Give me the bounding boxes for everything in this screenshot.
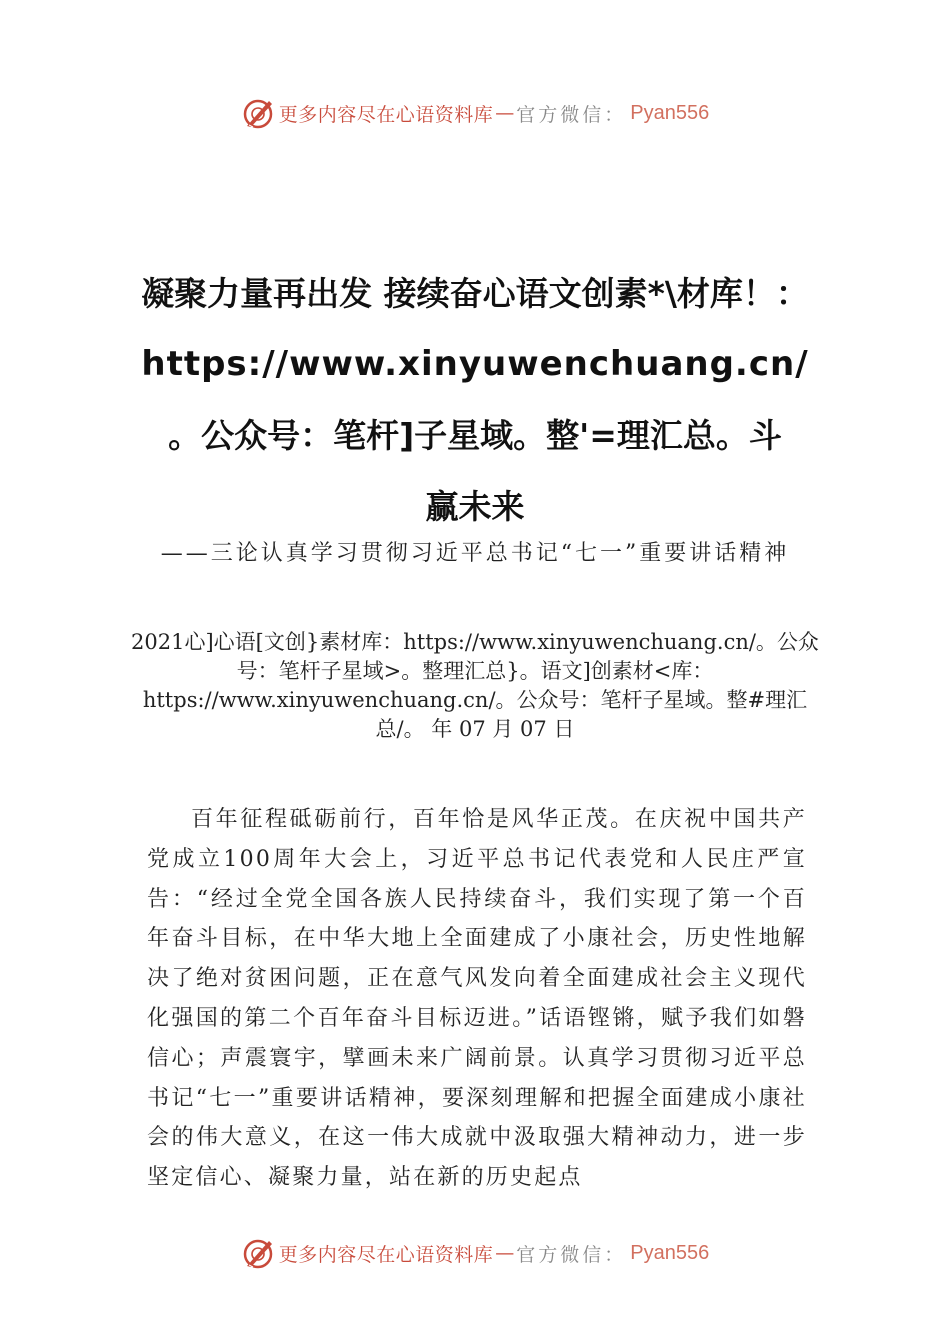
watermark-wechat-id: Pyan556 xyxy=(630,101,710,124)
document-dateline: 2021心]心语[文创}素材库：https://www.xinyuwenchuang.cn/。公众号：笔杆子星域>。整理汇总}。语文]创素材<库：https://www.xinyuwenchuang.cn/。公众号：笔杆子星域。整#理汇总/。 年 07 月 07 日 xyxy=(131,630,819,741)
pen-circle-logo-icon xyxy=(241,96,275,130)
watermark-text: 更多内容尽在心语资料库 xyxy=(278,1243,494,1266)
pen-circle-logo-icon xyxy=(241,1236,275,1270)
watermark-header xyxy=(0,95,950,131)
title-line-3: 。公众号：笔杆]子星域。整'=理汇总。斗 xyxy=(168,416,782,455)
watermark-wechat-id: Pyan556 xyxy=(630,1241,710,1264)
watermark-official-label: 官方微信： xyxy=(516,1243,627,1266)
title-line-1: 凝聚力量再出发 接续奋心语文创素*\材库！： xyxy=(141,274,809,313)
title-line-4: 赢未来 xyxy=(425,487,525,526)
watermark-footer xyxy=(0,1235,950,1271)
watermark-text: 更多内容尽在心语资料库 xyxy=(278,103,494,126)
title-line-2: https://www.xinyuwenchuang.cn/ xyxy=(141,344,809,384)
watermark-separator: — xyxy=(495,1242,515,1264)
watermark-separator: — xyxy=(495,102,515,124)
watermark-official-label: 官方微信： xyxy=(516,103,627,126)
document-subtitle: ——三论认真学习贯彻习近平总书记“七一”重要讲话精神 xyxy=(160,541,790,566)
body-paragraph: 百年征程砥砺前行，百年恰是风华正茂。在庆祝中国共产党成立100周年大会上，习近平总书记代表党和人民庄严宣告：“经过全党全国各族人民持续奋斗，我们实现了第一个百年奋斗目标，在中华大地上全面建成了小康社会，历史性地解决了绝对贫困问题，正在意气风发向着全面建成社会主义现代化强国的第二个百年奋斗目标迈进。”话语铿锵，赋予我们如磐信心；声震寰宇，擘画未来广阔前景。认真学习贯彻习近平总书记“七一”重要讲话精神，要深刻理解和把握全面建成小康社会的伟大意义，在这一伟大成就中汲取强大精神动力，进一步坚定信心、凝聚力量，站在新的历史起点 xyxy=(147,807,807,1191)
document-title xyxy=(120,258,830,542)
